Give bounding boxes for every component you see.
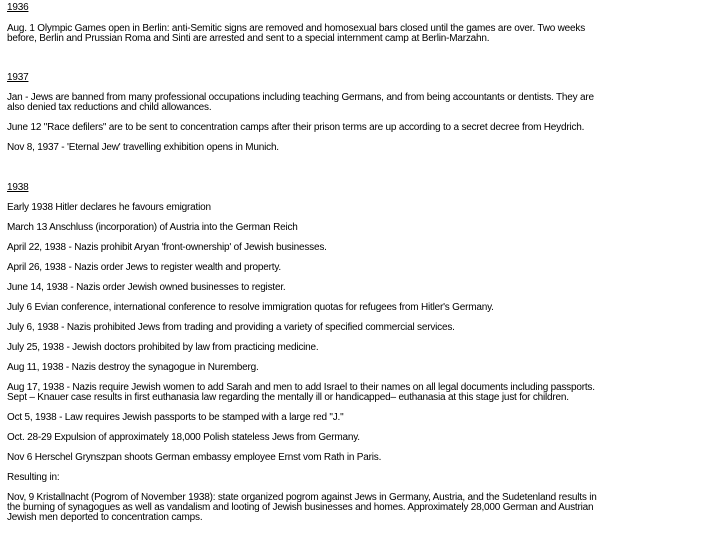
timeline-entry-continued: the burning of synagogues as well as vandalism and looting of Jewish businesses and homes. Approximately 28,000 German and Austrian <box>7 502 594 513</box>
year-heading-1938: 1938 <box>7 182 29 193</box>
timeline-entry: July 6, 1938 - Nazis prohibited Jews from trading and providing a variety of specified commercial services. <box>7 322 455 333</box>
timeline-entry: April 22, 1938 - Nazis prohibit Aryan 'front-ownership' of Jewish businesses. <box>7 242 327 253</box>
timeline-entry: Aug. 1 Olympic Games open in Berlin: anti-Semitic signs are removed and homosexual bars closed until the games are over. Two weeks <box>7 23 585 34</box>
timeline-entry: March 13 Anschluss (incorporation) of Austria into the German Reich <box>7 222 298 233</box>
timeline-entry: Oct. 28-29 Expulsion of approximately 18,000 Polish stateless Jews from Germany. <box>7 432 360 443</box>
timeline-entry-continued: Jewish men deported to concentration camps. <box>7 512 203 523</box>
timeline-entry: Resulting in: <box>7 472 60 483</box>
timeline-entry: Aug 17, 1938 - Nazis require Jewish women to add Sarah and men to add Israel to their names on all legal documents including passports. <box>7 382 595 393</box>
timeline-entry: April 26, 1938 - Nazis order Jews to register wealth and property. <box>7 262 281 273</box>
timeline-entry-continued: Sept – Knauer case results in first euthanasia law regarding the mentally ill or handicapped– euthanasia at this stage just for children. <box>7 392 569 403</box>
timeline-entry: June 14, 1938 - Nazis order Jewish owned businesses to register. <box>7 282 286 293</box>
timeline-entry: Nov 8, 1937 - 'Eternal Jew' travelling exhibition opens in Munich. <box>7 142 279 153</box>
timeline-entry: Nov 6 Herschel Grynszpan shoots German embassy employee Ernst vom Rath in Paris. <box>7 452 382 463</box>
timeline-entry-continued: also denied tax reductions and child allowances. <box>7 102 212 113</box>
timeline-entry: June 12 "Race defilers" are to be sent to concentration camps after their prison terms are up according to a secret decree from Heydrich. <box>7 122 585 133</box>
year-heading-1937: 1937 <box>7 72 29 83</box>
timeline-entry: Early 1938 Hitler declares he favours emigration <box>7 202 211 213</box>
timeline-entry: Aug 11, 1938 - Nazis destroy the synagogue in Nuremberg. <box>7 362 259 373</box>
timeline-entry: July 6 Evian conference, international conference to resolve immigration quotas for refugees from Hitler's Germany. <box>7 302 494 313</box>
timeline-entry: Oct 5, 1938 - Law requires Jewish passports to be stamped with a large red "J." <box>7 412 344 423</box>
timeline-entry: July 25, 1938 - Jewish doctors prohibited by law from practicing medicine. <box>7 342 319 353</box>
timeline-entry-continued: before, Berlin and Prussian Roma and Sinti are arrested and sent to a special internment camp at Berlin-Marzahn. <box>7 33 490 44</box>
year-heading-1936: 1936 <box>7 2 29 13</box>
timeline-entry: Nov, 9 Kristallnacht (Pogrom of November 1938): state organized pogrom against Jews in Germany, Austria, and the Sudetenland results in <box>7 492 597 503</box>
timeline-entry: Jan - Jews are banned from many professional occupations including teaching Germans, and from being accountants or dentists. They are <box>7 92 594 103</box>
